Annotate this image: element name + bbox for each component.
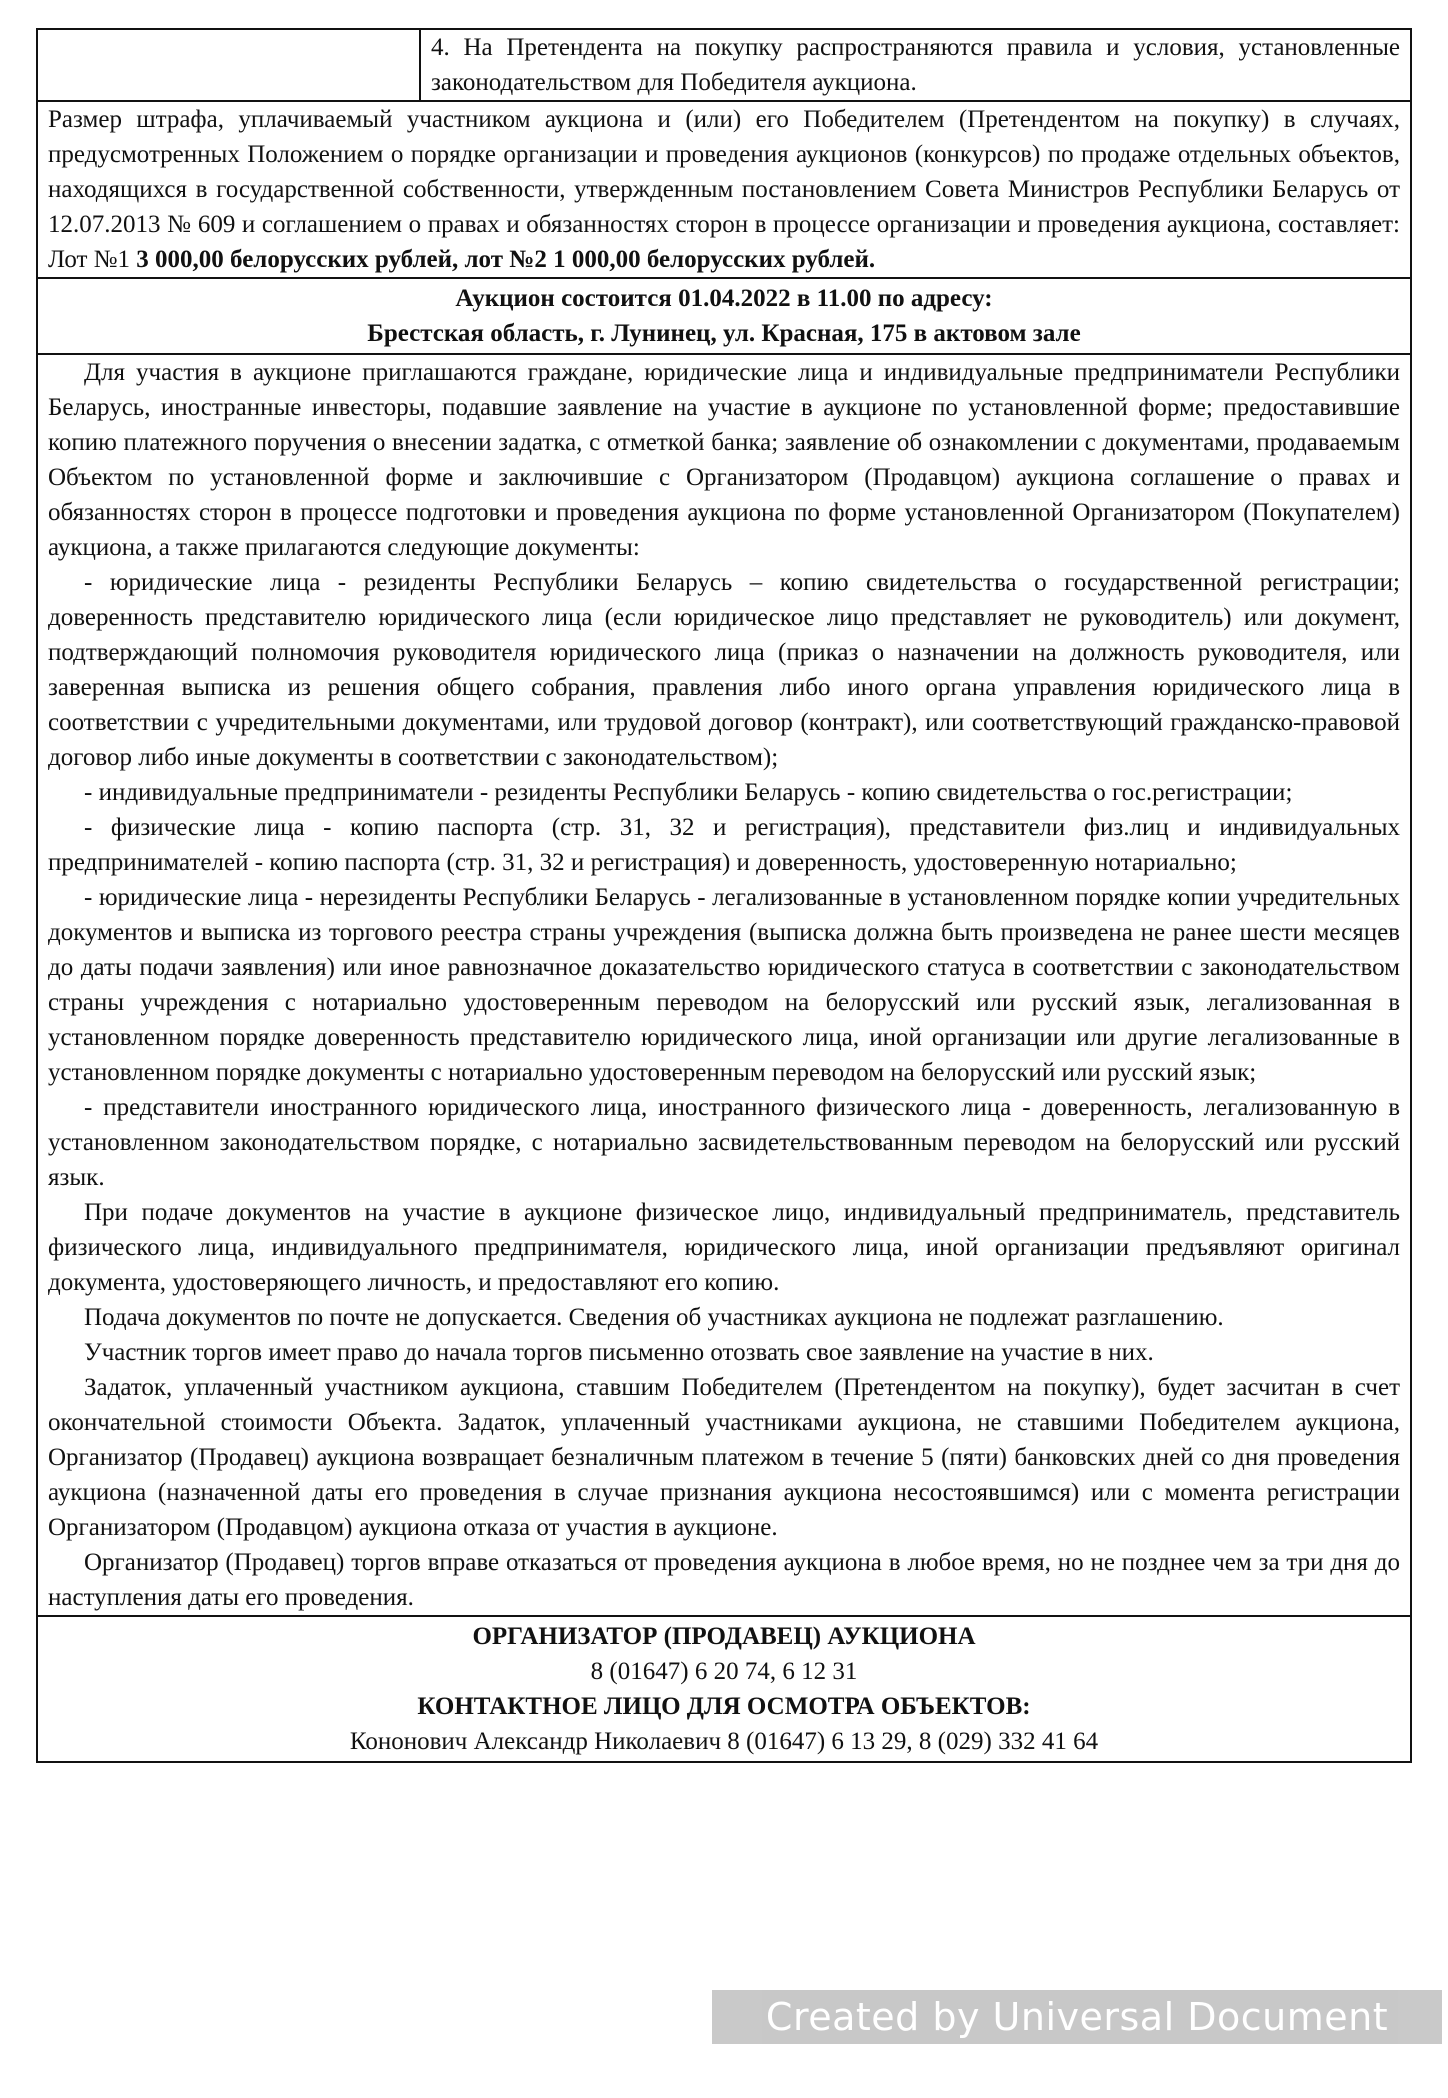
organizer-phone: 8 (01647) 6 20 74, 6 12 31 (590, 1658, 858, 1685)
contact-title: КОНТАКТНОЕ ЛИЦО ДЛЯ ОСМОТРА ОБЪЕКТОВ: (417, 1693, 1031, 1720)
organizer-title: ОРГАНИЗАТОР (ПРОДАВЕЦ) АУКЦИОНА (472, 1623, 976, 1650)
conditions-row (37, 354, 1411, 1616)
intro-paragraph: Для участия в аукционе приглашаются граждане, юридические лица и индивидуальные предприниматели Республики Беларусь, иностранные инвесторы, подавшие заявление на участие в аукционе по установленной форме; предоставившие копию платежного поручения о внесении задатка, с отметкой банка; заявление об ознакомлении с документами, продаваемым Объектом по установленной форме и заключившие с Организатором (Продавцом) аукциона соглашение о правах и обязанностях сторон в процессе подготовки и проведения аукциона по форме установленной Организатором (Покупателем) аукциона, а также прилагаются следующие документы: (48, 359, 1400, 561)
empty-cell (37, 29, 420, 101)
list-item: - представители иностранного юридического лица, иностранного физического лица - доверенность, легализованную в установленном законодательством порядке, с нотариально засвидетельствованным переводом на белорусский или русский язык. (48, 1094, 1400, 1191)
converter-watermark: Created by Universal Document Converter (712, 1990, 1442, 2044)
conditions-cell (37, 354, 1411, 1616)
paragraph: Подача документов по почте не допускается. Сведения об участниках аукциона не подлежат разглашению. (84, 1304, 1224, 1331)
list-item: - юридические лица - нерезиденты Республики Беларусь - легализованные в установленном порядке копии учредительных документов и выписка из торгового реестра страны учреждения (выписка должна быть произведена не ранее шести месяцев до даты подачи заявления) или иное равнозначное доказательство юридического статуса в соответствии с законодательством страны учреждения с нотариально удостоверенным переводом на белорусский или русский язык, легализованная в установленном порядке доверенность представителю юридического лица, иной организации или другие легализованные в установленном порядке документы с нотариально удостоверенным переводом на белорусский или русский язык; (48, 884, 1400, 1086)
auction-date-cell (37, 278, 1411, 354)
fine-cell (37, 101, 1411, 278)
auction-date-line: Аукцион состоится 01.04.2022 в 11.00 по адресу: (455, 285, 993, 312)
condition-row (37, 29, 1411, 101)
contacts-cell (37, 1616, 1411, 1762)
list-item: - физические лица - копию паспорта (стр. 31, 32 и регистрация), представители физ.лиц и индивидуальных предпринимателей - копию паспорта (стр. 31, 32 и регистрация) и доверенность, удостоверенную нотариально; (48, 814, 1400, 876)
paragraph: Участник торгов имеет право до начала торгов письменно отозвать свое заявление на участие в них. (84, 1339, 1154, 1366)
contacts-row (37, 1616, 1411, 1762)
fine-row (37, 101, 1411, 278)
paragraph: При подаче документов на участие в аукционе физическое лицо, индивидуальный предприниматель, представитель физического лица, индивидуального предпринимателя, юридического лица, иной организации предъявляют оригинал документа, удостоверяющего личность, и предоставляют его копию. (48, 1199, 1400, 1296)
fine-text: Размер штрафа, уплачиваемый участником аукциона и (или) его Победителем (Претендентом на покупку) в случаях, предусмотренных Положением о порядке организации и проведения аукционов (конкурсов) по продаже отдельных объектов, находящихся в государственной собственности, утвержденным постановлением Совета Министров Республики Беларусь от 12.07.2013 № 609 и соглашением о правах и обязанностях сторон в процессе организации и проведения аукциона, составляет: Лот №1 (48, 106, 1400, 273)
document-page (36, 28, 1412, 1763)
fine-amounts: 3 000,00 белорусских рублей, лот №2 1 000,00 белорусских рублей. (136, 246, 876, 273)
list-item: - индивидуальные предприниматели - резиденты Республики Беларусь - копию свидетельства о гос.регистрации; (84, 779, 1293, 806)
list-item: - юридические лица - резиденты Республики Беларусь – копию свидетельства о государственной регистрации; доверенность представителю юридического лица (если юридическое лицо представляет не руководитель) или документ, подтверждающий полномочия руководителя юридического лица (приказ о назначении на должность руководителя, или заверенная выписка из решения общего собрания, правления либо иного органа управления юридического лица в соответствии с учредительными документами, или трудовой договор (контракт), или соответствующий гражданско-правовой договор либо иные документы в соответствии с законодательством); (48, 569, 1400, 771)
condition-4-cell: 4. На Претендента на покупку распространяются правила и условия, установленные законодательством для Победителя аукциона. (420, 29, 1411, 101)
paragraph: Задаток, уплаченный участником аукциона, ставшим Победителем (Претендентом на покупку), будет засчитан в счет окончательной стоимости Объекта. Задаток, уплаченный участниками аукциона, не ставшими Победителем аукциона, Организатор (Продавец) аукциона возвращает безналичным платежом в течение 5 (пяти) банковских дней со дня проведения аукциона (назначенной даты его проведения в случае признания аукциона несостоявшимся) или с момента регистрации Организатором (Продавцом) аукциона отказа от участия в аукционе. (48, 1374, 1400, 1541)
auction-notice-table (36, 28, 1412, 1763)
auction-date-row (37, 278, 1411, 354)
contact-person: Кононович Александр Николаевич 8 (01647) 6 13 29, 8 (029) 332 41 64 (349, 1728, 1099, 1755)
paragraph: Организатор (Продавец) торгов вправе отказаться от проведения аукциона в любое время, но не позднее чем за три дня до наступления даты его проведения. (48, 1549, 1400, 1611)
auction-address-line: Брестская область, г. Лунинец, ул. Красная, 175 в актовом зале (367, 320, 1081, 347)
